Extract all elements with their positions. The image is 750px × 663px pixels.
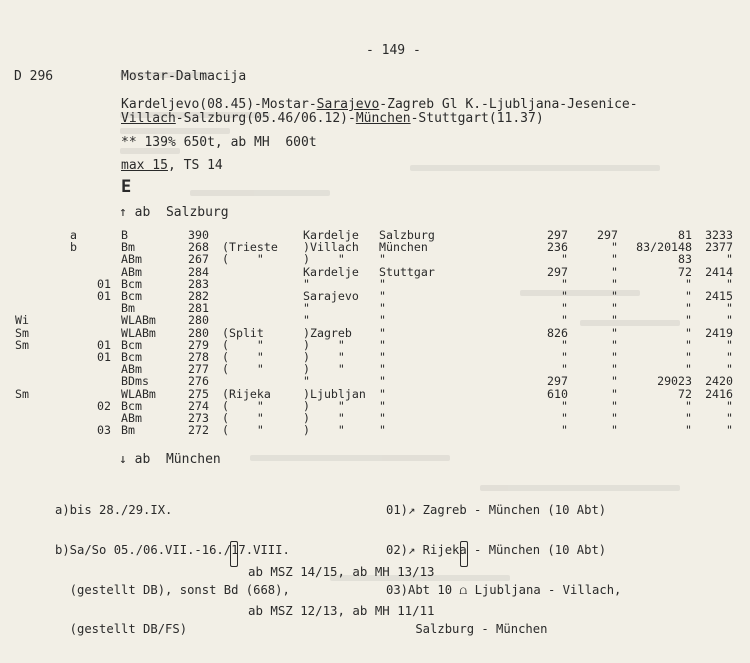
- coach-type-cell: Bcm: [121, 276, 142, 291]
- value-1-cell: ": [561, 411, 568, 425]
- value-2-cell: ": [611, 423, 618, 438]
- origin-cell: ( ": [222, 411, 264, 425]
- note-code-cell: 03: [97, 423, 111, 438]
- footer-line-2: ab MSZ 12/13, ab MH 11/11: [248, 603, 435, 618]
- marker-cell: Sm: [15, 386, 29, 401]
- table-row: [0, 363, 750, 375]
- note-03: 03)Abt 10 ⩍ Ljubljana - Villach,: [386, 582, 622, 597]
- coach-number-cell: 275: [188, 386, 209, 401]
- table-row: [0, 302, 750, 314]
- note-code-cell: 01: [97, 350, 111, 364]
- note-code-cell: 01: [97, 337, 111, 352]
- table-row: [0, 278, 750, 290]
- table-row: [0, 266, 750, 278]
- class-letter: E: [121, 177, 132, 197]
- load-line: ** 139% 650t, ab MH 600t: [121, 135, 317, 150]
- to-cell: ": [379, 301, 386, 316]
- coach-type-cell: WLABm: [121, 386, 156, 401]
- value-3-cell: ": [685, 325, 692, 340]
- value-3-cell: ": [685, 301, 692, 316]
- direction-bottom: [119, 453, 221, 467]
- value-1-cell: ": [561, 350, 568, 364]
- coach-type-cell: Bm: [121, 240, 135, 255]
- to-cell: Salzburg: [379, 228, 435, 242]
- origin-cell: (Rijeka: [222, 386, 271, 401]
- value-2-cell: ": [611, 386, 618, 401]
- note-b-cont: (gestellt DB), sonst Bd (668),: [55, 582, 290, 597]
- from-cell: ) ": [303, 337, 345, 352]
- coach-type-cell: Bm: [121, 423, 135, 438]
- coach-type-cell: ABm: [121, 362, 142, 377]
- coach-number-cell: 277: [188, 362, 209, 377]
- from-cell: ) ": [303, 411, 345, 425]
- direction-top-label: ab Salzburg: [134, 205, 229, 220]
- value-3-cell: 81: [678, 228, 692, 242]
- from-cell: ": [303, 276, 310, 291]
- from-cell: Kardelje: [303, 228, 359, 242]
- arrow-down-icon: ↓: [119, 452, 127, 467]
- value-4-cell: ": [726, 350, 733, 364]
- value-4-cell: 2414: [705, 264, 733, 279]
- to-cell: ": [379, 276, 386, 291]
- value-2-cell: ": [611, 313, 618, 328]
- to-cell: ": [379, 398, 386, 413]
- table-row: [0, 327, 750, 339]
- train-name: Mostar-Dalmacija: [121, 69, 247, 84]
- from-cell: )Zagreb: [303, 325, 352, 340]
- table-row: [0, 412, 750, 424]
- from-cell: ) ": [303, 362, 345, 377]
- value-2-cell: ": [611, 301, 618, 316]
- value-2-cell: ": [611, 411, 618, 425]
- value-3-cell: ": [685, 276, 692, 291]
- value-4-cell: 2416: [705, 386, 733, 401]
- coach-number-cell: 267: [188, 252, 209, 267]
- value-2-cell: ": [611, 374, 618, 389]
- table-row: [0, 424, 750, 436]
- coach-number-cell: 284: [188, 264, 209, 279]
- value-1-cell: ": [561, 398, 568, 413]
- note-code-cell: 02: [97, 398, 111, 413]
- value-1-cell: 826: [547, 325, 568, 340]
- value-4-cell: ": [726, 301, 733, 316]
- coach-type-cell: B: [121, 228, 128, 242]
- table-row: [0, 339, 750, 351]
- from-cell: ": [303, 374, 310, 389]
- coach-type-cell: Bcm: [121, 337, 142, 352]
- from-cell: )Villach: [303, 240, 359, 255]
- note-a: a)bis 28./29.IX.: [55, 503, 173, 518]
- to-cell: ": [379, 386, 386, 401]
- value-2-cell: ": [611, 240, 618, 255]
- value-4-cell: ": [726, 252, 733, 267]
- coach-number-cell: 272: [188, 423, 209, 438]
- to-cell: ": [379, 350, 386, 364]
- coach-type-cell: ABm: [121, 252, 142, 267]
- from-cell: ": [303, 313, 310, 328]
- coach-type-cell: Bcm: [121, 398, 142, 413]
- from-cell: Kardelje: [303, 264, 359, 279]
- note-b-cont: (gestellt DB/FS): [55, 622, 188, 637]
- value-1-cell: ": [561, 252, 568, 267]
- route-segment: -Stuttgart(11.37): [410, 111, 544, 126]
- footer-line-1: ab MSZ 14/15, ab MH 13/13: [248, 564, 435, 579]
- coach-number-cell: 280: [188, 325, 209, 340]
- origin-cell: ( ": [222, 350, 264, 364]
- coach-type-cell: Bcm: [121, 289, 142, 303]
- value-4-cell: 2415: [705, 289, 733, 303]
- value-1-cell: 297: [547, 374, 568, 389]
- note-letter-cell: b: [70, 240, 77, 255]
- value-2-cell: ": [611, 252, 618, 267]
- table-row: [0, 400, 750, 412]
- value-4-cell: ": [726, 337, 733, 352]
- value-4-cell: 3233: [705, 228, 733, 242]
- value-3-cell: 72: [678, 386, 692, 401]
- marker-cell: Sm: [15, 325, 29, 340]
- value-1-cell: ": [561, 301, 568, 316]
- from-cell: ) ": [303, 252, 345, 267]
- to-cell: ": [379, 423, 386, 438]
- coach-number-cell: 278: [188, 350, 209, 364]
- note-01: 01)↗ Zagreb - München (10 Abt): [386, 503, 607, 518]
- value-3-cell: 29023: [657, 374, 692, 389]
- marker-cell: Sm: [15, 337, 29, 352]
- from-cell: ) ": [303, 350, 345, 364]
- to-cell: ": [379, 337, 386, 352]
- origin-cell: ( ": [222, 362, 264, 377]
- value-2-cell: ": [611, 289, 618, 303]
- value-1-cell: ": [561, 362, 568, 377]
- bracket-left-icon: [230, 541, 238, 567]
- from-cell: Sarajevo: [303, 289, 359, 303]
- coach-number-cell: 268: [188, 240, 209, 255]
- route-segment-underlined: Villach: [121, 111, 176, 126]
- value-3-cell: ": [685, 337, 692, 352]
- coach-number-cell: 390: [188, 228, 209, 242]
- value-1-cell: ": [561, 289, 568, 303]
- coach-number-cell: 274: [188, 398, 209, 413]
- route-segment-underlined: München: [355, 111, 411, 126]
- note-02: 02)↗ Rijeka - München (10 Abt): [386, 543, 607, 558]
- from-cell: ) ": [303, 398, 345, 413]
- to-cell: ": [379, 374, 386, 389]
- route-line-1: [121, 98, 638, 112]
- value-3-cell: ": [685, 423, 692, 438]
- value-3-cell: ": [685, 398, 692, 413]
- table-row: [0, 253, 750, 265]
- coach-number-cell: 282: [188, 289, 209, 303]
- table-row: [0, 290, 750, 302]
- value-2-cell: 297: [597, 228, 618, 242]
- value-1-cell: 297: [547, 264, 568, 279]
- table-row: [0, 388, 750, 400]
- value-3-cell: 83/20148: [636, 240, 692, 255]
- value-1-cell: ": [561, 313, 568, 328]
- bracket-right-icon: [460, 541, 468, 567]
- from-cell: ) ": [303, 423, 345, 438]
- coach-type-cell: BDms: [121, 374, 149, 389]
- value-2-cell: ": [611, 337, 618, 352]
- coach-type-cell: WLABm: [121, 313, 156, 328]
- value-4-cell: 2377: [705, 240, 733, 255]
- route-segment: Kardeljevo(08.45)-Mostar-: [121, 97, 317, 112]
- value-4-cell: ": [726, 423, 733, 438]
- coach-number-cell: 279: [188, 337, 209, 352]
- coach-type-cell: ABm: [121, 411, 142, 425]
- coach-type-cell: Bcm: [121, 350, 142, 364]
- direction-top: [119, 206, 229, 220]
- value-4-cell: ": [726, 313, 733, 328]
- marker-cell: Wi: [15, 313, 29, 328]
- coach-type-cell: ABm: [121, 264, 142, 279]
- to-cell: ": [379, 411, 386, 425]
- value-1-cell: ": [561, 337, 568, 352]
- value-3-cell: 72: [678, 264, 692, 279]
- coach-number-cell: 276: [188, 374, 209, 389]
- value-3-cell: ": [685, 350, 692, 364]
- value-3-cell: ": [685, 411, 692, 425]
- value-2-cell: ": [611, 362, 618, 377]
- value-1-cell: 236: [547, 240, 568, 255]
- coach-number-cell: 273: [188, 411, 209, 425]
- value-3-cell: 83: [678, 252, 692, 267]
- value-1-cell: 610: [547, 386, 568, 401]
- value-3-cell: ": [685, 362, 692, 377]
- value-4-cell: 2419: [705, 325, 733, 340]
- value-1-cell: 297: [547, 228, 568, 242]
- origin-cell: (Split: [222, 325, 264, 340]
- speed-line: [121, 159, 223, 173]
- note-code-cell: 01: [97, 289, 111, 303]
- origin-cell: ( ": [222, 423, 264, 438]
- value-1-cell: ": [561, 423, 568, 438]
- route-line-2: [121, 112, 544, 126]
- value-2-cell: ": [611, 276, 618, 291]
- value-3-cell: ": [685, 313, 692, 328]
- value-2-cell: ": [611, 350, 618, 364]
- coach-number-cell: 281: [188, 301, 209, 316]
- route-segment-underlined: Sarajevo: [316, 97, 380, 112]
- value-4-cell: ": [726, 276, 733, 291]
- max-speed: max 15: [121, 158, 168, 173]
- coach-number-cell: 283: [188, 276, 209, 291]
- from-cell: )Ljubljan: [303, 386, 366, 401]
- coach-number-cell: 280: [188, 313, 209, 328]
- value-4-cell: ": [726, 362, 733, 377]
- value-4-cell: ": [726, 398, 733, 413]
- footer-lines: [248, 539, 435, 643]
- ts-value: , TS 14: [167, 158, 223, 173]
- to-cell: ": [379, 289, 386, 303]
- note-code-cell: 01: [97, 276, 111, 291]
- origin-cell: ( ": [222, 398, 264, 413]
- to-cell: ": [379, 313, 386, 328]
- route-segment: -Zagreb Gl K.-Ljubljana-Jesenice-: [379, 97, 638, 112]
- origin-cell: (Trieste: [222, 240, 278, 255]
- value-3-cell: ": [685, 289, 692, 303]
- route-segment: -Salzburg(05.46/06.12)-: [175, 111, 356, 126]
- table-row: [0, 351, 750, 363]
- value-4-cell: ": [726, 411, 733, 425]
- to-cell: Stuttgar: [379, 264, 435, 279]
- note-03-cont: Salzburg - München: [386, 622, 548, 637]
- to-cell: München: [379, 240, 428, 255]
- table-row: [0, 241, 750, 253]
- value-2-cell: ": [611, 325, 618, 340]
- table-row: [0, 375, 750, 387]
- value-4-cell: 2420: [705, 374, 733, 389]
- value-1-cell: ": [561, 276, 568, 291]
- origin-cell: ( ": [222, 337, 264, 352]
- direction-bottom-label: ab München: [134, 452, 221, 467]
- value-2-cell: ": [611, 264, 618, 279]
- coach-type-cell: WLABm: [121, 325, 156, 340]
- arrow-up-icon: ↑: [119, 205, 127, 220]
- origin-cell: ( ": [222, 252, 264, 267]
- note-letter-cell: a: [70, 228, 77, 242]
- to-cell: ": [379, 325, 386, 340]
- note-b: b)Sa/So 05./06.VII.-16./17.VIII.: [55, 543, 290, 558]
- table-row: [0, 314, 750, 326]
- from-cell: ": [303, 301, 310, 316]
- to-cell: ": [379, 252, 386, 267]
- value-2-cell: ": [611, 398, 618, 413]
- to-cell: ": [379, 362, 386, 377]
- train-number: D 296: [14, 69, 54, 84]
- page-number: - 149 -: [366, 43, 421, 58]
- table-row: [0, 229, 750, 241]
- coach-type-cell: Bm: [121, 301, 135, 316]
